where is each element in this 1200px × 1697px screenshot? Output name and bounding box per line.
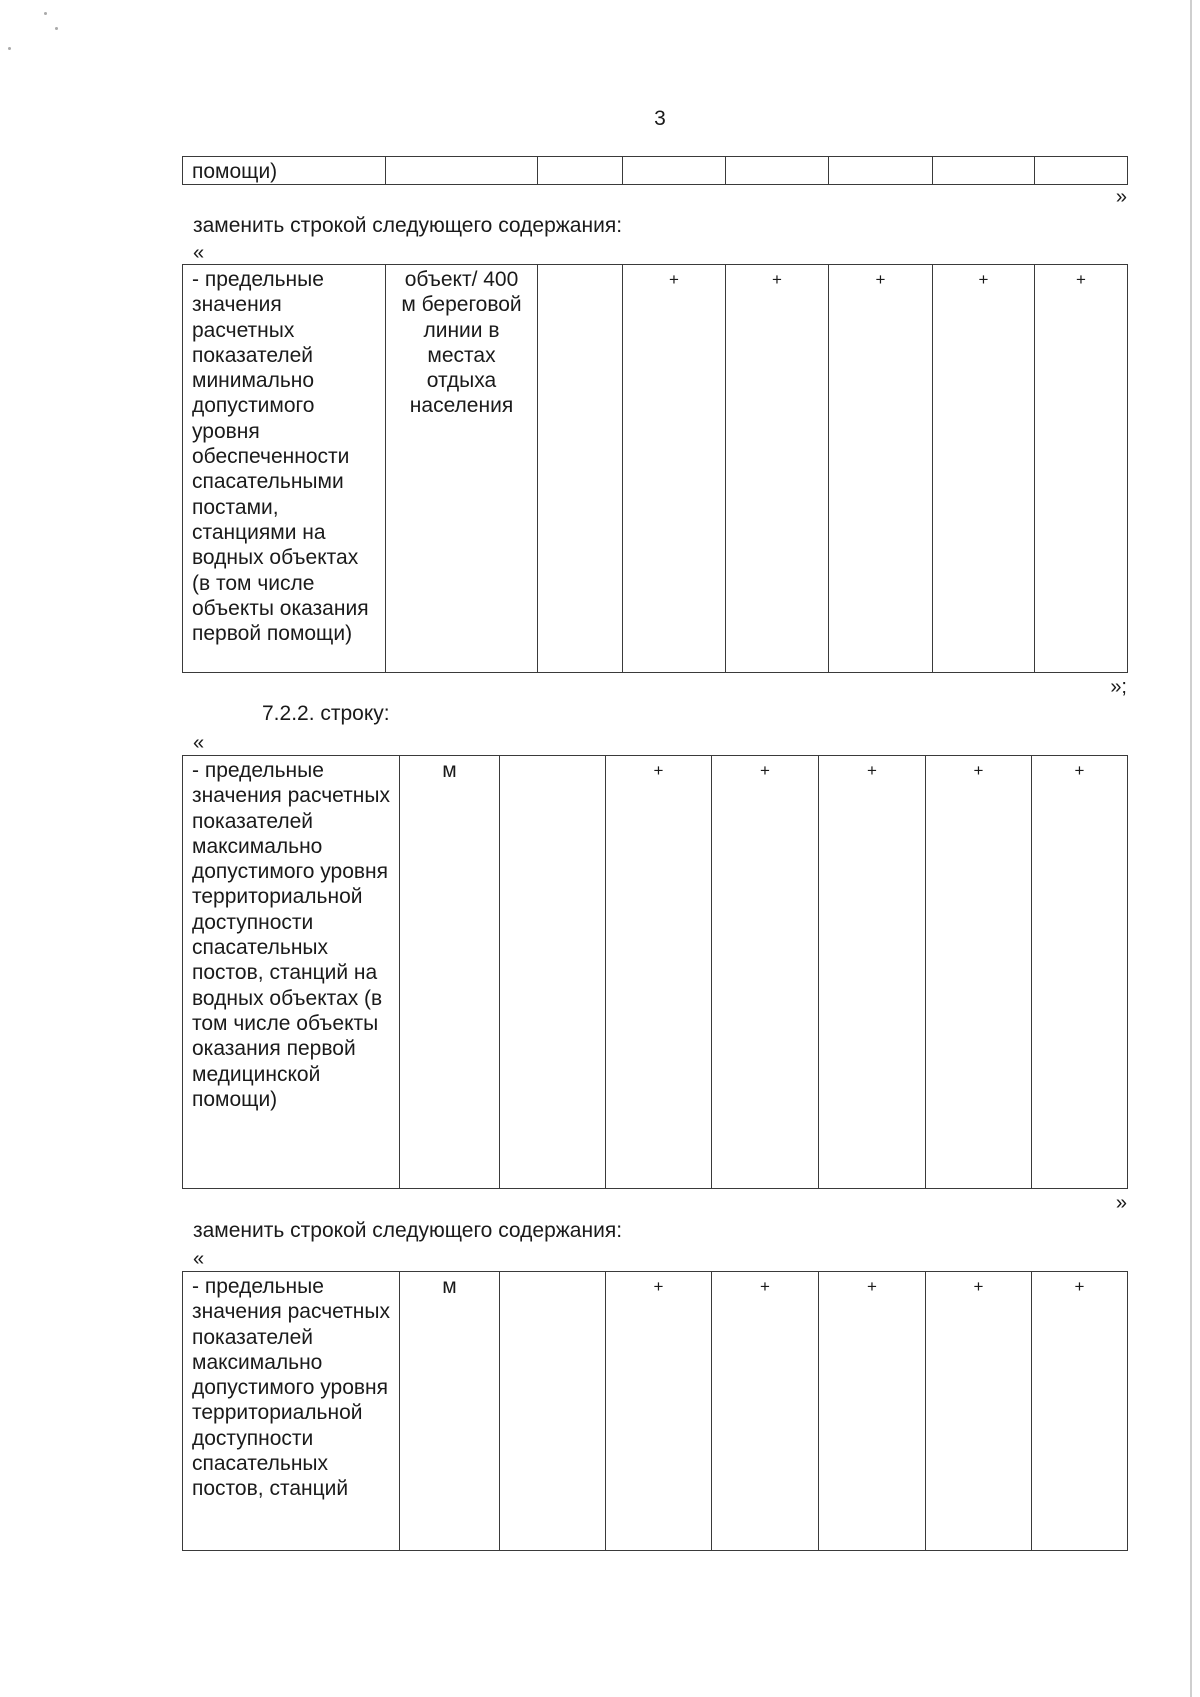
replacement-table-2 — [182, 1271, 1128, 1551]
table-cell — [933, 157, 1035, 185]
opening-quote: « — [193, 732, 205, 754]
table-cell — [538, 157, 623, 185]
table-cell — [829, 157, 933, 185]
mark-cell: + — [606, 756, 712, 1189]
indicator-name-cell: - предельные значения расчетных показателей максимально допустимого уровня территориальной доступности спасательных постов, станций на водных объектах (в том числе объекты оказания первой медицинской помощи) — [183, 756, 400, 1189]
scan-speck — [8, 47, 11, 50]
original-table — [182, 755, 1128, 1189]
scan-speck — [55, 27, 58, 30]
table-row — [183, 1272, 1128, 1551]
table-row — [183, 756, 1128, 1189]
closing-quote: »; — [1110, 676, 1127, 698]
mark-cell: + — [1032, 1272, 1128, 1551]
scan-speck — [44, 12, 47, 15]
mark-cell: + — [606, 1272, 712, 1551]
mark-cell: + — [819, 1272, 926, 1551]
mark-cell: + — [926, 1272, 1032, 1551]
opening-quote: « — [193, 1248, 205, 1270]
mark-cell: + — [926, 756, 1032, 1189]
mark-cell: + — [829, 265, 933, 673]
unit-cell: м — [400, 756, 500, 1189]
table-row — [183, 265, 1128, 673]
fragment-table — [182, 156, 1128, 185]
replace-instruction: заменить строкой следующего содержания: — [193, 214, 623, 237]
section-heading: 7.2.2. строку: — [262, 702, 390, 725]
mark-cell: + — [819, 756, 926, 1189]
closing-quote: » — [1115, 1192, 1127, 1214]
table-cell — [1035, 157, 1128, 185]
mark-cell: + — [712, 756, 819, 1189]
table-cell — [538, 265, 623, 673]
indicator-name-cell: - предельные значения расчетных показателей минимально допустимого уровня обеспеченности спасательными постами, станциями на водных объектах (в том числе объекты оказания первой помощи) — [183, 265, 386, 673]
mark-cell: + — [712, 1272, 819, 1551]
indicator-name-cell: - предельные значения расчетных показателей максимально допустимого уровня территориальной доступности спасательных постов, станций — [183, 1272, 400, 1551]
replacement-table-1 — [182, 264, 1128, 673]
page-number: 3 — [654, 107, 666, 130]
table-row — [183, 157, 1128, 185]
mark-cell: + — [933, 265, 1035, 673]
replace-instruction: заменить строкой следующего содержания: — [193, 1219, 623, 1242]
table-cell — [500, 1272, 606, 1551]
mark-cell: + — [1032, 756, 1128, 1189]
mark-cell: + — [1035, 265, 1128, 673]
table-cell — [500, 756, 606, 1189]
mark-cell: + — [726, 265, 829, 673]
unit-cell: м — [400, 1272, 500, 1551]
table-cell: помощи) — [183, 157, 386, 185]
mark-cell: + — [623, 265, 726, 673]
closing-quote: » — [1115, 186, 1127, 208]
table-cell — [623, 157, 726, 185]
opening-quote: « — [193, 242, 205, 264]
table-cell — [726, 157, 829, 185]
unit-cell: объект/ 400 м береговой линии в местах отдыха населения — [386, 265, 538, 673]
table-cell — [386, 157, 538, 185]
page-edge — [1190, 0, 1192, 1697]
